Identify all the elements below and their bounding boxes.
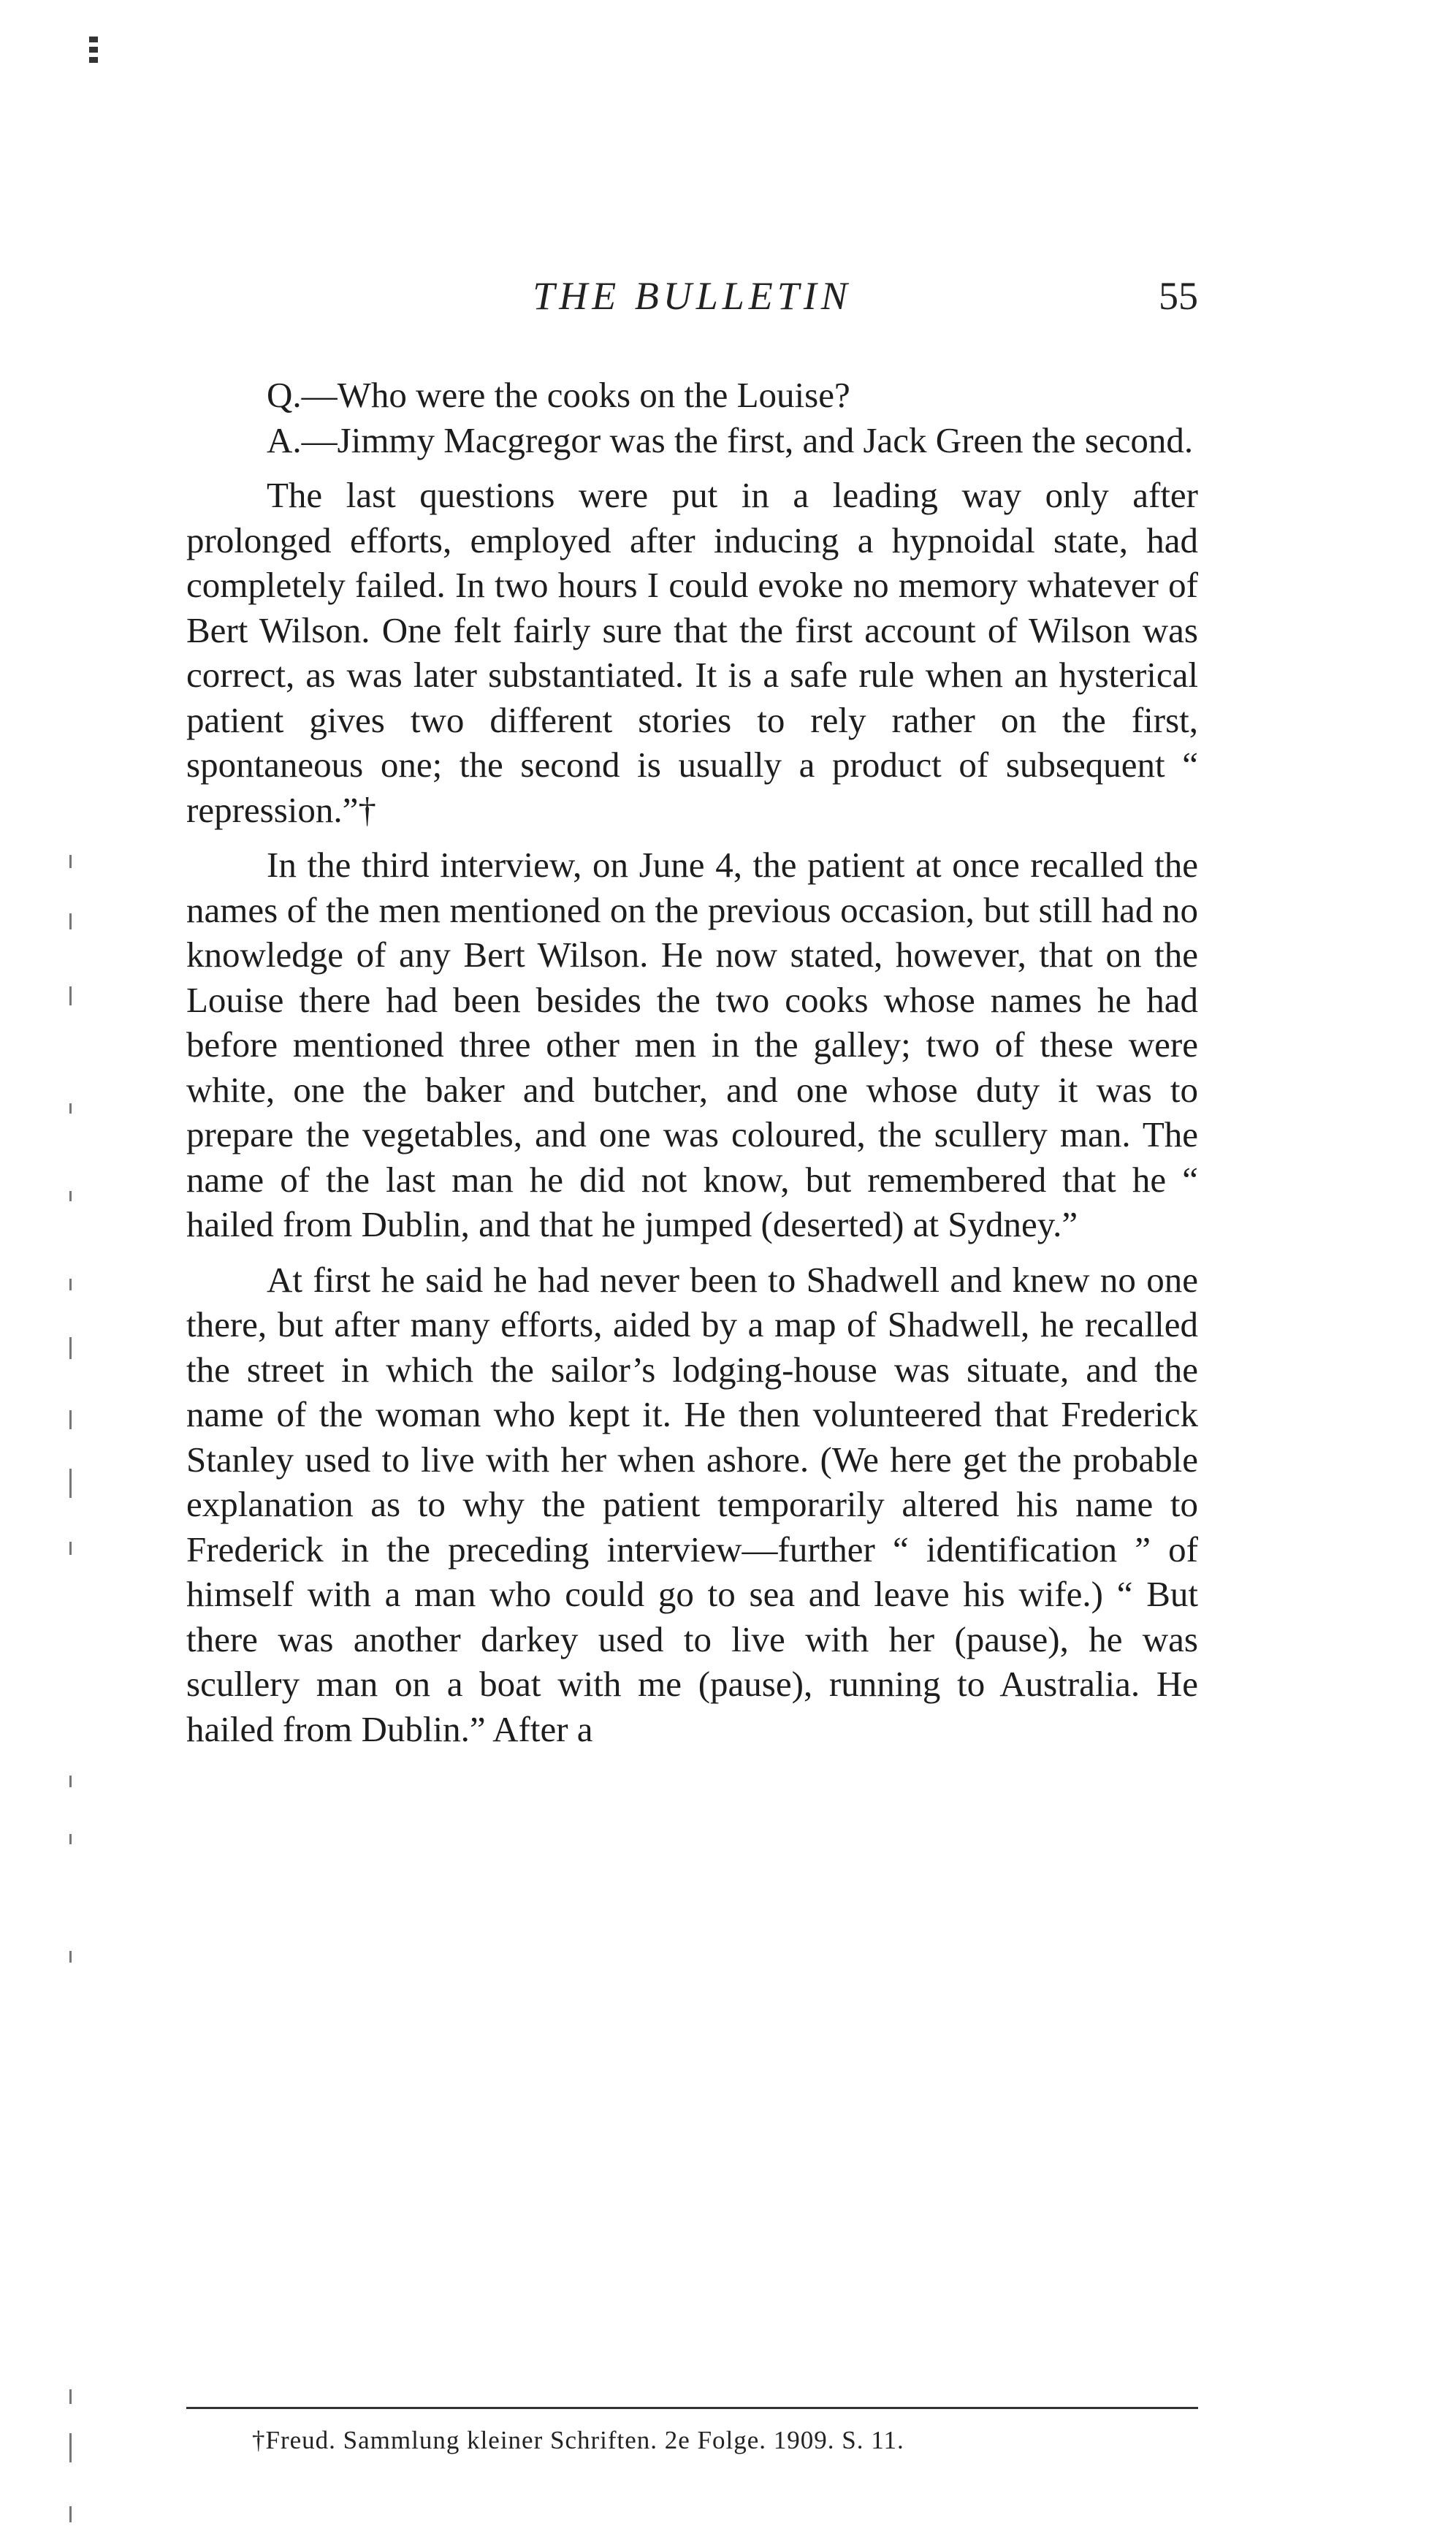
paragraph: The last questions were put in a leading way only after prolonged efforts, employed after inducing a hypnoidal state, had completely failed. In two hours I could evoke no memory whatever of Bert Wilson. One felt fairly sure that the first account of Wilson was correct, as was later substantiated. It is a safe rule when an hysterical patient gives two different stories to rely rather on the first, spontaneous one; the second is usually a product of subsequent “ repression.”† — [186, 475, 1198, 830]
paragraph: In the third interview, on June 4, the patient at once recalled the names of the men mentioned on the previous occasion, but still had no knowledge of any Bert Wilson. He now stated, however, that on the Louise there had been besides the two cooks whose names he had before mentioned three other men in the galley; two of these were white, one the baker and butcher, and one whose duty it was to prepare the vegetables, and one was coloured, the scullery man. The name of the last man he did not know, but remembered that he “ hailed from Dublin, and that he jumped (deserted) at Sydney.” — [186, 845, 1198, 1244]
footnote: †Freud. Sammlung kleiner Schriften. 2e Folge. 1909. S. 11. — [252, 2426, 904, 2454]
paragraph-answer: A.—Jimmy Macgregor was the first, and Jack Green the second. — [267, 419, 1194, 460]
page-number: 55 — [1159, 274, 1198, 318]
page-header — [186, 270, 1198, 321]
paragraph: At first he said he had never been to Shadwell and knew no one there, but after many efforts, aided by a map of Shadwell, he recalled the street in which the sailor’s lodging-house was situate, and the name of the woman who kept it. He then volunteered that Frederick Stanley used to live with her when ashore. (We here get the probable explanation as to why the patient temporarily altered his name to Frederick in the preceding interview—further “ identification ” of himself with a man who could go to sea and leave his wife.) “ But there was another darkey used to live with her (pause), he was scullery man on a boat with me (pause), running to Australia. He hailed from Dublin.” After a — [186, 1259, 1198, 1749]
body-text — [186, 373, 1198, 1762]
running-title: THE BULLETIN — [533, 274, 852, 318]
footnote-divider — [186, 2407, 1198, 2409]
margin-scan-marks — [69, 767, 91, 2521]
paragraph-question: Q.—Who were the cooks on the Louise? — [267, 375, 850, 415]
corner-ink-mark — [89, 37, 99, 80]
